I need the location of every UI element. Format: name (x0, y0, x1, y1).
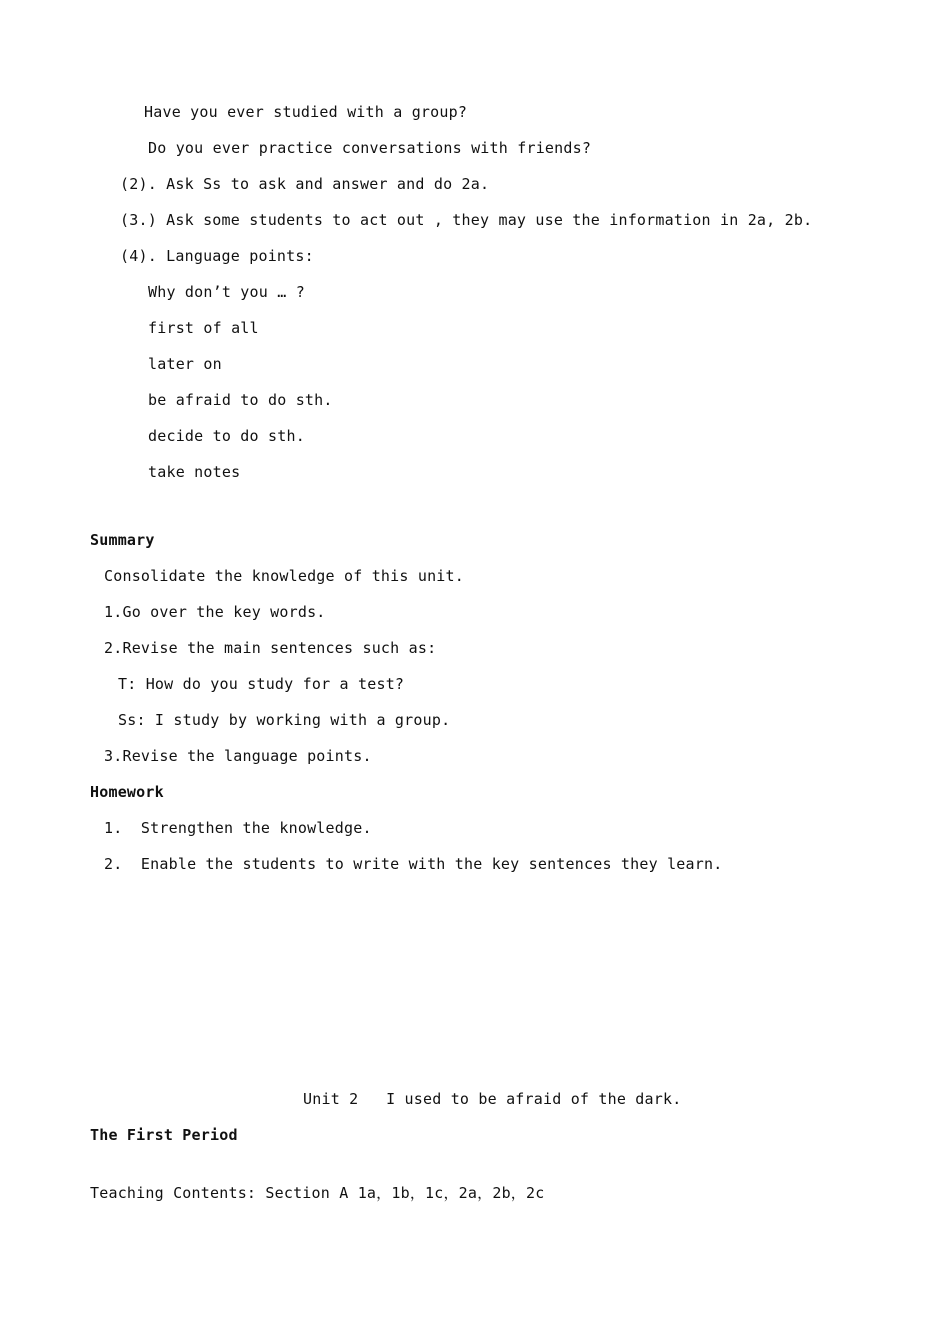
question-line: Have you ever studied with a group? (144, 103, 468, 121)
homework-heading: Homework (90, 783, 164, 801)
language-point: take notes (148, 463, 241, 481)
summary-item: 3.Revise the language points. (104, 747, 372, 765)
step-line: (2). Ask Ss to ask and answer and do 2a. (120, 175, 490, 193)
summary-heading: Summary (90, 531, 155, 549)
homework-item: 1. Strengthen the knowledge. (104, 819, 372, 837)
summary-item: 1.Go over the key words. (104, 603, 326, 621)
language-point: Why don’t you … ? (148, 283, 305, 301)
language-point: first of all (148, 319, 259, 337)
language-point: later on (148, 355, 222, 373)
teaching-contents: Teaching Contents: Section A 1a，1b，1c，2a，2b，2c (90, 1184, 545, 1202)
homework-item: 2. Enable the students to write with the key sentences they learn. (104, 855, 723, 873)
unit-title: Unit 2 I used to be afraid of the dark. (303, 1090, 682, 1108)
period-heading: The First Period (90, 1126, 238, 1144)
language-point: be afraid to do sth. (148, 391, 333, 409)
summary-item: 2.Revise the main sentences such as: (104, 639, 437, 657)
step-line: (4). Language points: (120, 247, 314, 265)
dialogue-line: Ss: I study by working with a group. (118, 711, 451, 729)
summary-intro: Consolidate the knowledge of this unit. (104, 567, 464, 585)
question-line: Do you ever practice conversations with friends? (148, 139, 592, 157)
step-line: (3.) Ask some students to act out , they may use the information in 2a, 2b. (120, 211, 813, 229)
dialogue-line: T: How do you study for a test? (118, 675, 405, 693)
language-point: decide to do sth. (148, 427, 305, 445)
